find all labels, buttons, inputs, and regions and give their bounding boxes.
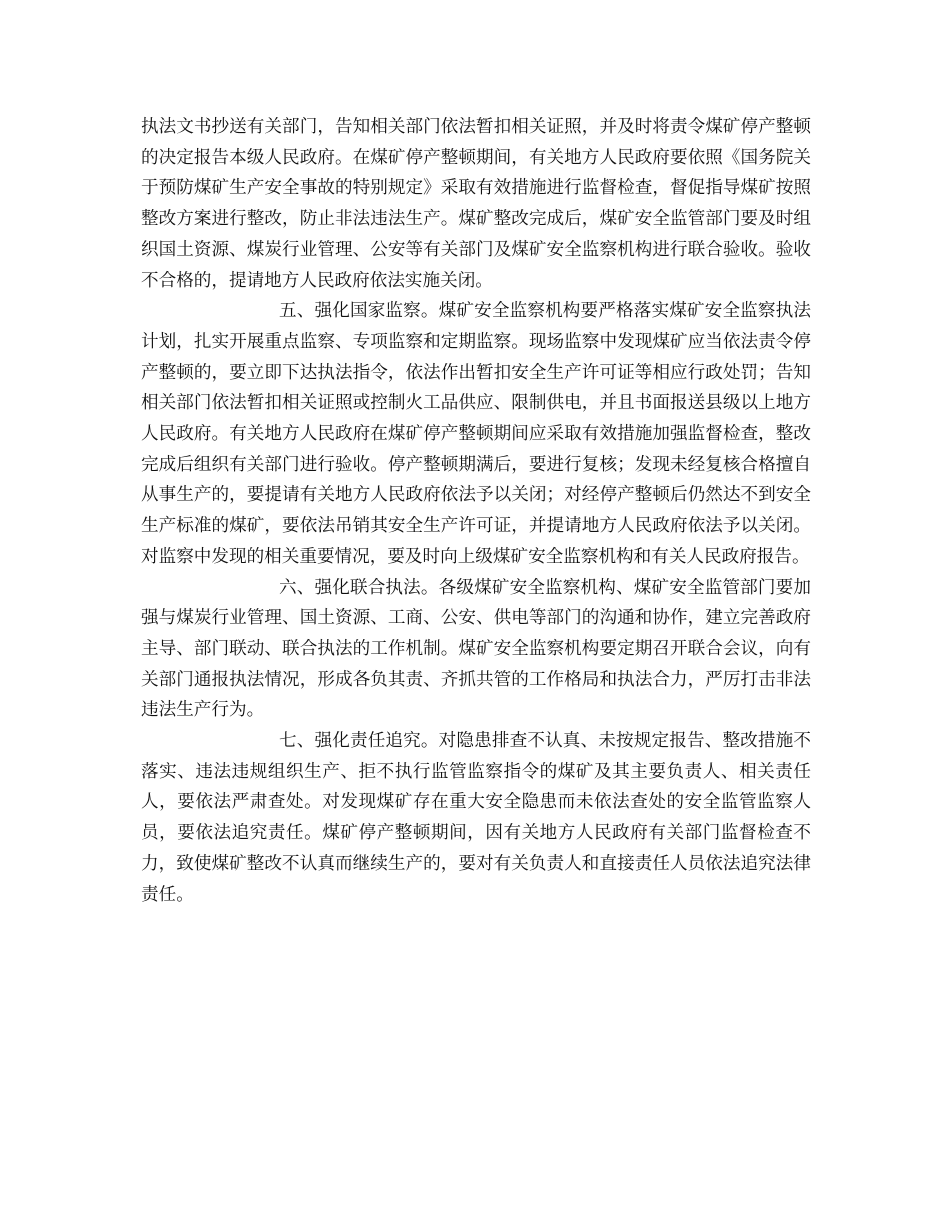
paragraph-section-5: 五、强化国家监察。煤矿安全监察机构要严格落实煤矿安全监察执法计划，扎实开展重点监察、专项监察和定期监察。现场监察中发现煤矿应当依法责令停产整顿的，要立即下达执法指令，依法作出暂扣安全生产许可证等相应行政处罚；告知相关部门依法暂扣相关证照或控制火工品供应、限制供电，并且书面报送县级以上地方人民政府。有关地方人民政府在煤矿停产整顿期间应采取有效措施加强监督检查，整改完成后组织有关部门进行验收。停产整顿期满后，要进行复核；发现未经复核合格擅自从事生产的，要提请有关地方人民政府依法予以关闭；对经停产整顿后仍然达不到安全生产标准的煤矿，要依法吊销其安全生产许可证，并提请地方人民政府依法予以关闭。对监察中发现的相关重要情况，要及时向上级煤矿安全监察机构和有关人民政府报告。	[141, 301, 811, 567]
paragraph-section-7: 七、强化责任追究。对隐患排查不认真、未按规定报告、整改措施不落实、违法违规组织生产、拒不执行监管监察指令的煤矿及其主要负责人、相关责任人，要依法严肃查处。对发现煤矿存在重大安全隐患而未依法查处的安全监管监察人员，要依法追究责任。煤矿停产整顿期间，因有关地方人民政府有关部门监督检查不力，致使煤矿整改不认真而继续生产的，要对有关负责人和直接责任人员依法追究法律责任。	[141, 731, 811, 905]
document-body	[141, 112, 811, 910]
paragraph-continuation: 执法文书抄送有关部门，告知相关部门依法暂扣相关证照，并及时将责令煤矿停产整顿的决定报告本级人民政府。在煤矿停产整顿期间，有关地方人民政府要依照《国务院关于预防煤矿生产安全事故的特别规定》采取有效措施进行监督检查，督促指导煤矿按照整改方案进行整改，防止非法违法生产。煤矿整改完成后，煤矿安全监管部门要及时组织国土资源、煤炭行业管理、公安等有关部门及煤矿安全监察机构进行联合验收。验收不合格的，提请地方人民政府依法实施关闭。	[141, 117, 811, 291]
paragraph-section-6: 六、强化联合执法。各级煤矿安全监察机构、煤矿安全监管部门要加强与煤炭行业管理、国土资源、工商、公安、供电等部门的沟通和协作，建立完善政府主导、部门联动、联合执法的工作机制。煤矿安全监察机构要定期召开联合会议，向有关部门通报执法情况，形成各负其责、齐抓共管的工作格局和执法合力，严厉打击非法违法生产行为。	[141, 577, 811, 721]
